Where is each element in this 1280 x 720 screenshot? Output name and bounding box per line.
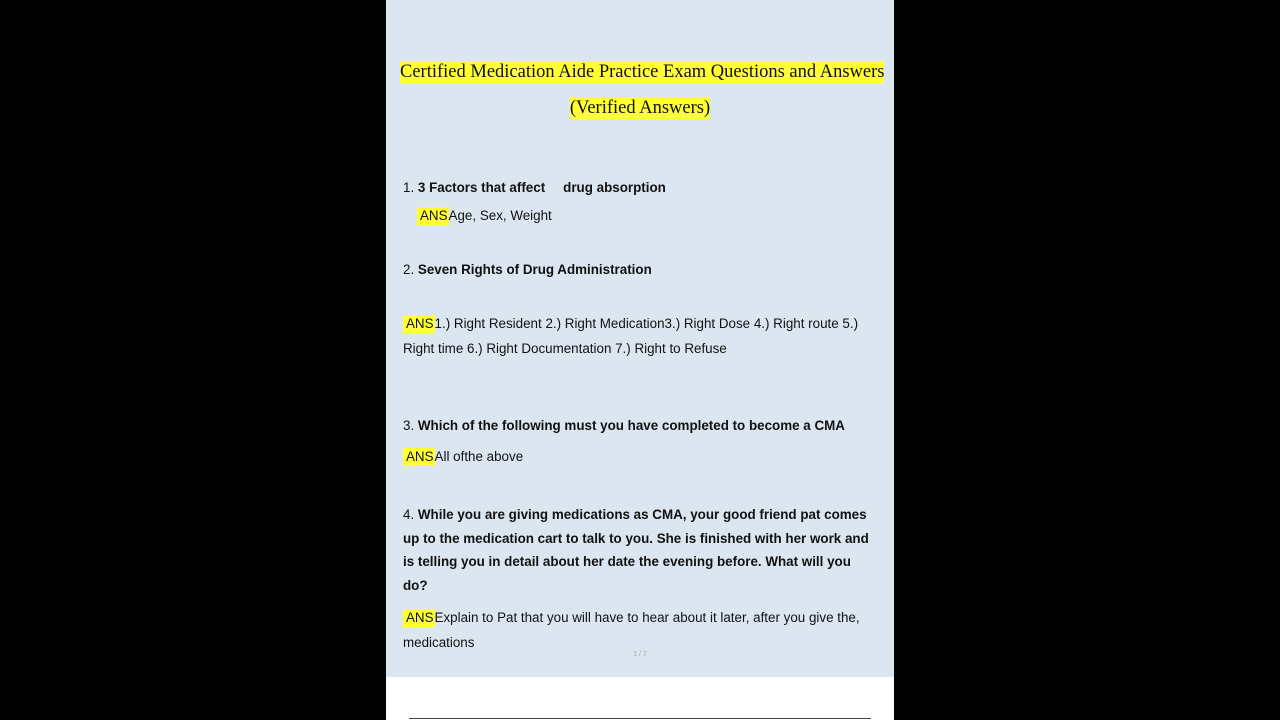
- page-indicator: 1 / 7: [633, 651, 647, 658]
- question-text: While you are giving medications as CMA, your good friend pat comes: [417, 507, 867, 522]
- question-1: [403, 176, 666, 200]
- answer-3: [403, 444, 523, 469]
- answer-text: All ofthe above: [434, 449, 524, 464]
- question-number: 3.: [403, 418, 415, 433]
- document-page[interactable]: [386, 0, 894, 677]
- question-text: drug absorption: [563, 180, 666, 195]
- answer-text: Right time 6.) Right Documentation 7.) Right to Refuse: [403, 341, 727, 356]
- answer-text: 1.) Right Resident 2.) Right Medication3.) Right Dose 4.) Right route 5.): [434, 316, 859, 331]
- answer-text: Explain to Pat that you will have to hear about it later, after you give the,: [434, 610, 860, 625]
- answer-tag: ANS: [417, 207, 449, 225]
- answer-tag: ANS: [403, 448, 435, 466]
- question-number: 1.: [403, 180, 415, 195]
- question-text: 3 Factors that affect: [417, 180, 546, 195]
- answer-2: [403, 311, 858, 361]
- question-text: do?: [403, 577, 428, 593]
- question-text: Which of the following must you have completed to become a CMA: [417, 418, 845, 433]
- question-4: [403, 503, 869, 597]
- question-text: is telling you in detail about her date the evening before. What will you: [403, 554, 851, 569]
- question-2: [403, 258, 652, 282]
- answer-tag: ANS: [403, 315, 435, 333]
- question-number: 2.: [403, 262, 415, 277]
- document-title-line2: (Verified Answers): [569, 98, 711, 118]
- page-divider-line: [409, 718, 871, 719]
- answer-4: [403, 605, 860, 655]
- question-text: Seven Rights of Drug Administration: [417, 262, 652, 277]
- answer-text: Age, Sex, Weight: [448, 208, 552, 223]
- answer-tag: ANS: [403, 609, 435, 627]
- answer-1: [417, 203, 552, 228]
- question-text: up to the medication cart to talk to you. She is finished with her work and: [403, 530, 869, 546]
- answer-text: medications: [403, 635, 475, 650]
- next-page-preview[interactable]: [386, 677, 894, 720]
- question-number: 4.: [403, 507, 415, 522]
- question-3: [403, 414, 845, 438]
- document-title-line1: Certified Medication Aide Practice Exam Questions and Answers: [400, 62, 885, 82]
